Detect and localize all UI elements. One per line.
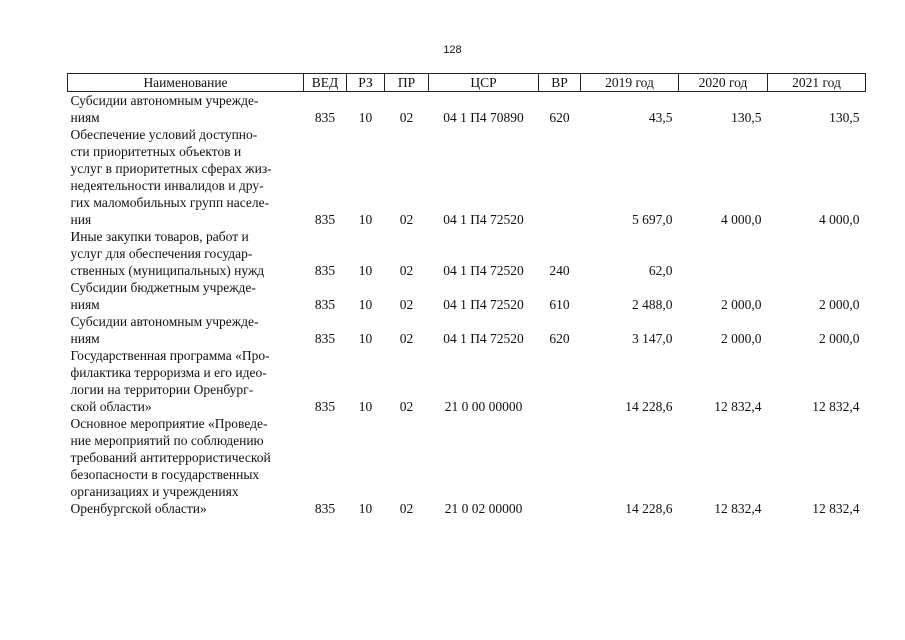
cell-y2019: 3 147,0 bbox=[632, 331, 673, 346]
cell-y2020: 4 000,0 bbox=[721, 212, 762, 227]
cell-csr: 04 1 П4 72520 bbox=[443, 331, 524, 346]
budget-table bbox=[67, 73, 866, 517]
cell-pr: 02 bbox=[399, 110, 414, 125]
cell-name: Субсидии автономным учрежде- ниям bbox=[70, 314, 259, 346]
cell-ved: 835 bbox=[314, 110, 336, 125]
cell-y2019: 62,0 bbox=[648, 263, 673, 278]
table-row bbox=[68, 126, 866, 228]
cell-vr: 610 bbox=[549, 297, 570, 312]
cell-csr: 04 1 П4 70890 bbox=[443, 110, 524, 125]
cell-vr: 240 bbox=[549, 263, 570, 278]
header-vr: ВР bbox=[539, 74, 581, 92]
cell-rz: 10 bbox=[358, 212, 373, 227]
cell-y2020: 2 000,0 bbox=[721, 331, 762, 346]
cell-rz: 10 bbox=[358, 501, 373, 516]
cell-vr bbox=[539, 126, 581, 228]
table-row bbox=[68, 313, 866, 347]
cell-name: Обеспечение условий доступно- сти приоритетных объектов и услуг в приоритетных сферах жиз- недеятельности инвалидов и дру- гих маломобильных групп населе- ния bbox=[70, 127, 272, 227]
cell-pr: 02 bbox=[399, 331, 414, 346]
page-number: 128 bbox=[443, 44, 462, 56]
table-row bbox=[68, 347, 866, 415]
table-row bbox=[68, 228, 866, 279]
cell-y2019: 14 228,6 bbox=[625, 399, 673, 414]
cell-rz: 10 bbox=[358, 331, 373, 346]
cell-y2020 bbox=[679, 228, 768, 279]
header-pr: ПР bbox=[385, 74, 429, 92]
header-rz: РЗ bbox=[347, 74, 385, 92]
cell-y2021: 130,5 bbox=[829, 110, 860, 125]
cell-y2019: 14 228,6 bbox=[625, 501, 673, 516]
cell-y2020: 12 832,4 bbox=[714, 501, 762, 516]
cell-csr: 04 1 П4 72520 bbox=[443, 297, 524, 312]
cell-name: Субсидии бюджетным учрежде- ниям bbox=[70, 280, 256, 312]
cell-y2020: 2 000,0 bbox=[721, 297, 762, 312]
cell-name: Субсидии автономным учрежде- ниям bbox=[70, 93, 259, 125]
cell-vr bbox=[539, 347, 581, 415]
header-2021: 2021 год bbox=[768, 74, 866, 92]
cell-y2021: 12 832,4 bbox=[812, 501, 860, 516]
cell-ved: 835 bbox=[314, 399, 336, 414]
cell-y2021: 12 832,4 bbox=[812, 399, 860, 414]
cell-y2019: 5 697,0 bbox=[632, 212, 673, 227]
cell-name: Иные закупки товаров, работ и услуг для обеспечения государ- ственных (муниципальных) нужд bbox=[70, 229, 265, 278]
cell-name: Основное мероприятие «Проведе- ние мероприятий по соблюдению требований антитеррористической безопасности в государственных организациях и учреждениях Оренбургской области» bbox=[70, 416, 271, 516]
cell-ved: 835 bbox=[314, 331, 336, 346]
cell-rz: 10 bbox=[358, 263, 373, 278]
header-name: Наименование bbox=[68, 74, 304, 92]
table-header-row bbox=[68, 74, 866, 92]
header-csr: ЦСР bbox=[429, 74, 539, 92]
cell-ved: 835 bbox=[314, 212, 336, 227]
table-row bbox=[68, 92, 866, 127]
cell-pr: 02 bbox=[399, 297, 414, 312]
cell-ved: 835 bbox=[314, 297, 336, 312]
cell-y2021: 2 000,0 bbox=[819, 297, 860, 312]
table-row bbox=[68, 279, 866, 313]
cell-rz: 10 bbox=[358, 297, 373, 312]
cell-vr: 620 bbox=[549, 110, 570, 125]
header-2020: 2020 год bbox=[679, 74, 768, 92]
cell-y2019: 2 488,0 bbox=[632, 297, 673, 312]
header-ved: ВЕД bbox=[304, 74, 347, 92]
cell-pr: 02 bbox=[399, 399, 414, 414]
cell-pr: 02 bbox=[399, 263, 414, 278]
cell-ved: 835 bbox=[314, 263, 336, 278]
cell-csr: 21 0 02 00000 bbox=[444, 501, 523, 516]
cell-y2021 bbox=[768, 228, 866, 279]
cell-csr: 04 1 П4 72520 bbox=[443, 263, 524, 278]
cell-y2020: 12 832,4 bbox=[714, 399, 762, 414]
header-2019: 2019 год bbox=[581, 74, 679, 92]
cell-pr: 02 bbox=[399, 501, 414, 516]
cell-vr: 620 bbox=[549, 331, 570, 346]
cell-vr bbox=[539, 415, 581, 517]
table-row bbox=[68, 415, 866, 517]
cell-csr: 21 0 00 00000 bbox=[444, 399, 523, 414]
cell-ved: 835 bbox=[314, 501, 336, 516]
cell-rz: 10 bbox=[358, 399, 373, 414]
cell-csr: 04 1 П4 72520 bbox=[443, 212, 524, 227]
cell-y2020: 130,5 bbox=[731, 110, 762, 125]
cell-y2019: 43,5 bbox=[648, 110, 673, 125]
cell-rz: 10 bbox=[358, 110, 373, 125]
cell-pr: 02 bbox=[399, 212, 414, 227]
cell-y2021: 2 000,0 bbox=[819, 331, 860, 346]
cell-y2021: 4 000,0 bbox=[819, 212, 860, 227]
cell-name: Государственная программа «Про- филактика терроризма и его идео- логии на территории Оренбург- ской области» bbox=[70, 348, 270, 414]
table-body bbox=[68, 92, 866, 518]
